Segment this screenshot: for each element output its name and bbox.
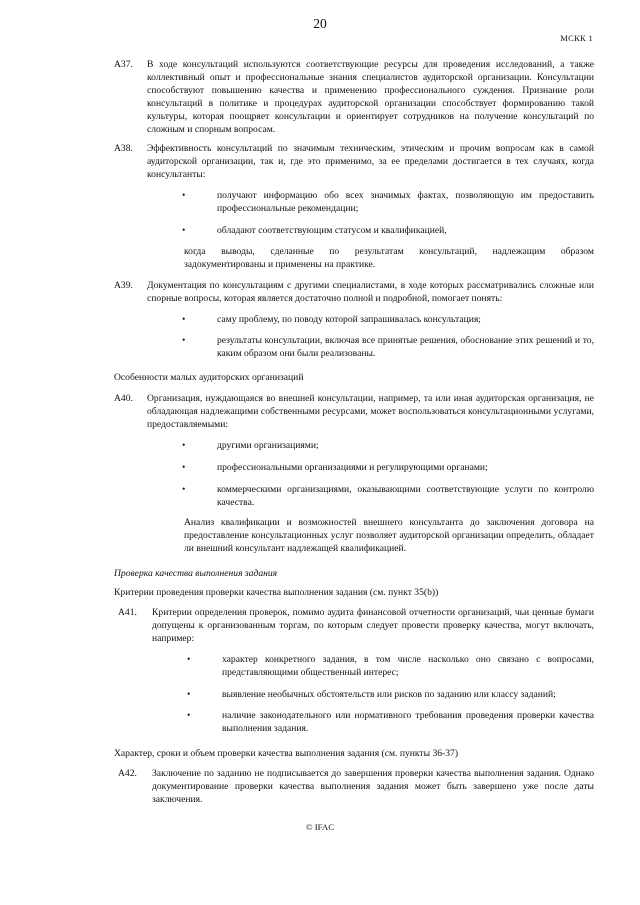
bullet-icon: • [182, 461, 186, 473]
paragraph-a41 [114, 607, 594, 736]
page-number: 20 [313, 16, 327, 31]
list-item-text: обладают соответствующим статусом и квалификацией, [217, 224, 447, 236]
paragraph-a42 [114, 768, 594, 807]
paragraph-number: A39. [114, 279, 133, 291]
bullet-icon: • [187, 653, 191, 665]
paragraph-continuation: когда выводы, сделанные по результатам консультаций, надлежащим образом [184, 245, 594, 257]
bullet-icon: • [182, 335, 186, 347]
section-heading-italic: Проверка качества выполнения задания [114, 568, 278, 580]
page-content [114, 59, 594, 814]
list-item [147, 190, 594, 216]
list-item-text: коммерческими организациями, оказывающими соответствующие услуги по контролю качества. [217, 483, 594, 508]
list-item [147, 225, 594, 238]
section-heading: Особенности малых аудиторских организаций [114, 372, 304, 384]
list-item-text: выявление необычных обстоятельств или рисков по заданию или классу заданий; [222, 688, 556, 700]
list-item-text: саму проблему, по поводу которой запрашивалась консультация; [217, 313, 481, 325]
list-item-text: другими организациями; [217, 439, 319, 451]
list-item [152, 689, 594, 702]
list-item-text: получают информацию обо всех значимых фактах, позволяющую им предоставить профессиональные рекомендации; [217, 190, 594, 215]
paragraph-text: Документация по консультациям с другими специалистами, в ходе которых рассматривались сложные или спорные вопросы, которая является достаточно полной и подробной, помогает понять: [147, 279, 594, 304]
list-item [147, 335, 594, 361]
footer-copyright: © IFAC [305, 822, 335, 832]
bullet-list [152, 654, 594, 737]
paragraph-number: A40. [114, 393, 133, 405]
list-item [152, 710, 594, 736]
subsection-heading: Критерии проведения проверки качества выполнения задания (см. пункт 35(b)) [114, 587, 439, 599]
list-item [147, 462, 594, 475]
list-item [147, 440, 594, 453]
subsection-heading: Характер, сроки и объем проверки качества выполнения задания (см. пункты 36-37) [114, 748, 459, 760]
bullet-icon: • [182, 313, 186, 325]
paragraph-number: A37. [114, 59, 133, 70]
paragraph-continuation: задокументированы и применены на практике. [184, 258, 376, 270]
bullet-icon: • [182, 439, 186, 451]
bullet-icon: • [187, 710, 191, 722]
document-code: МСКК 1 [560, 33, 593, 43]
list-item-text: результаты консультации, включая все принятые решения, обоснование этих решений и то, каким образом они были реализованы. [217, 335, 594, 360]
bullet-list [147, 314, 594, 362]
paragraph-text: Эффективность консультаций по значимым техническим, этическим и прочим вопросам как в самой аудиторской организации, так и, где это применимо, за ее пределами достигается в тех случаях, когда консультанты: [147, 143, 594, 181]
bullet-list [147, 190, 594, 238]
list-item-text: наличие законодательного или нормативного требования проведения проверки качества выполнения задания. [222, 710, 594, 735]
list-item [152, 654, 594, 680]
paragraph-a39 [114, 280, 594, 362]
bullet-icon: • [182, 190, 186, 202]
paragraph-a38 [114, 143, 594, 271]
list-item [147, 484, 594, 510]
bullet-icon: • [182, 224, 186, 236]
paragraph-number: A42. [118, 768, 137, 780]
paragraph-continuation: Анализ квалификации и возможностей внешнего консультанта до заключения договора на предоставление консультационных услуг позволяет аудиторской организации определить, обладает ли внешний консультант надлежащей квалификацией. [184, 517, 594, 555]
list-item-text: характер конкретного задания, в том числе насколько оно связано с вопросами, представляющими общественный интерес; [222, 653, 594, 678]
paragraph-text: Организация, нуждающаяся во внешней консультации, например, та или иная аудиторская организация, не обладающая надлежащими собственными ресурсами, может воспользоваться консультационными услугами, предоставляемыми: [147, 393, 594, 430]
paragraph-text: Заключение по заданию не подписывается до завершения проверки качества выполнения задания. Однако документирование проверки качества выполнения задания может быть завершено уже после даты заключения. [152, 768, 594, 805]
list-item [147, 314, 594, 327]
paragraph-number: A41. [118, 607, 137, 618]
paragraph-number: A38. [114, 143, 133, 155]
paragraph-a37 [114, 59, 594, 136]
paragraph-text: Критерии определения проверок, помимо аудита финансовой отчетности организаций, чьи ценные бумаги допущены к организованным торгам, по которым следует провести проверку качества, могут включать, например: [152, 607, 594, 644]
paragraph-text: В ходе консультаций используются соответствующие ресурсы для проведения исследований, а также коллективный опыт и профессиональные знания специалистов аудиторской организации. Консультации способствуют повышению качества и применению профессионального суждения. Признание роли консультаций в политике и процедурах аудиторской организации способствует формированию такой культуры, которая поощряет консультации и ориентирует сотрудников на получение консультаций по сложным и спорным вопросам. [147, 59, 594, 135]
bullet-icon: • [182, 483, 186, 495]
bullet-list [147, 440, 594, 510]
paragraph-a40 [114, 393, 594, 556]
bullet-icon: • [187, 688, 191, 700]
list-item-text: профессиональными организациями и регулирующими органами; [217, 461, 488, 473]
